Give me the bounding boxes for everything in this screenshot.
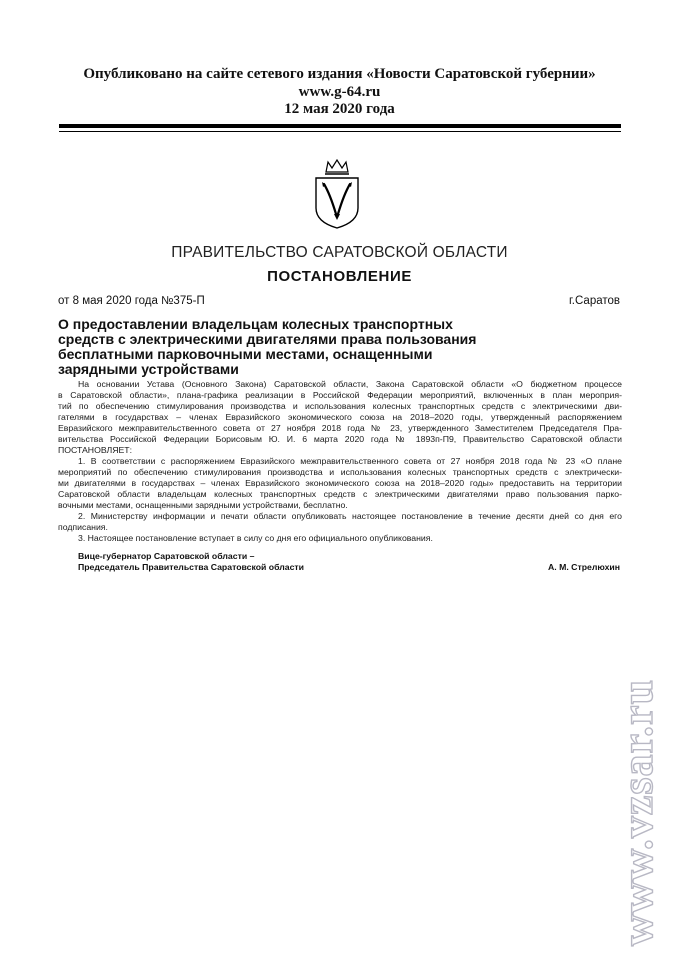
publication-line-1: Опубликовано на сайте сетевого издания «Новости Саратовской губернии»: [83, 66, 596, 82]
body-line: Евразийского межправительственного совета от 27 ноября 2018 года № 23, утвержденного Заместителем Председателя Пра-: [58, 423, 622, 433]
body-line: 1. В соответствии с распоряжением Евразийского межправительственного совета от 27 ноября 2018 года № 23 «О плане: [78, 456, 622, 466]
body-line: мероприятий по обеспечению стимулирования производства и использования колесных транспортных средств с электрически-: [58, 467, 622, 477]
body-line: ми двигателями в государствах – членах Евразийского экономического союза на 2018–2020 годы» предоставить на территории: [58, 478, 622, 488]
body-line: тий по обеспечению стимулирования производства и использования колесных транспортных средств с электрическими дви-: [58, 401, 622, 411]
document-title: [58, 317, 498, 377]
site-watermark: [600, 618, 679, 948]
title-line: бесплатными парковочными местами, оснащенными: [58, 346, 433, 362]
body-line: вительства Российской Федерации Борисовым Ю. И. 6 марта 2020 года № 1893п-П9, Правительство Саратовской области: [58, 434, 622, 444]
body-line: подписания.: [58, 522, 108, 532]
header-rule-thin: [59, 131, 621, 132]
body-line: в Саратовской области», плана-графика реализации в Российской Федерации мероприятий, включенных в план мероприя-: [58, 390, 622, 400]
title-line: О предоставлении владельцам колесных транспортных: [58, 316, 453, 332]
body-line: вочными местами, оснащенными зарядными устройствами, бесплатно.: [58, 500, 348, 510]
body-line: 2. Министерству информации и печати области опубликовать настоящее постановление в течение десяти дней со дня его: [78, 511, 622, 521]
watermark-text: www.vzsar.ru: [613, 678, 662, 946]
body-line: гателями в государствах – членах Евразийского экономического союза на 2018–2020 годы, утвержденный распоряжением: [58, 412, 622, 422]
body-line: 3. Настоящее постановление вступает в силу со дня его официального опубликования.: [78, 533, 433, 543]
signature-name: А. М. Стрелюхин: [548, 562, 620, 572]
title-line: средств с электрическими двигателями права пользования: [58, 331, 477, 347]
signature-position: [78, 551, 304, 573]
body-line: На основании Устава (Основного Закона) Саратовской области, Закона Саратовской области «О бюджетном процессе: [78, 379, 622, 389]
body-line: Саратовской области владельцам колесных транспортных средств с электрическими двигателями право пользования парко-: [58, 489, 622, 499]
header-rule-thick: [59, 124, 621, 128]
publication-date: 12 мая 2020 года: [284, 101, 395, 117]
title-line: зарядными устройствами: [58, 361, 239, 377]
body-line: ПОСТАНОВЛЯЕТ:: [58, 445, 133, 455]
publication-website: www.g-64.ru: [298, 84, 381, 100]
document-city: г.Саратов: [569, 295, 620, 307]
signature-position-line: Председатель Правительства Саратовской области: [78, 562, 304, 572]
document-date-number: от 8 мая 2020 года №375-П: [58, 295, 205, 307]
document-type: ПОСТАНОВЛЕНИЕ: [267, 268, 412, 285]
signature-position-line: Вице-губернатор Саратовской области –: [78, 551, 255, 561]
government-name: ПРАВИТЕЛЬСТВО САРАТОВСКОЙ ОБЛАСТИ: [171, 244, 508, 261]
saratov-coat-of-arms-icon: [312, 158, 362, 230]
document-body: [58, 379, 622, 544]
